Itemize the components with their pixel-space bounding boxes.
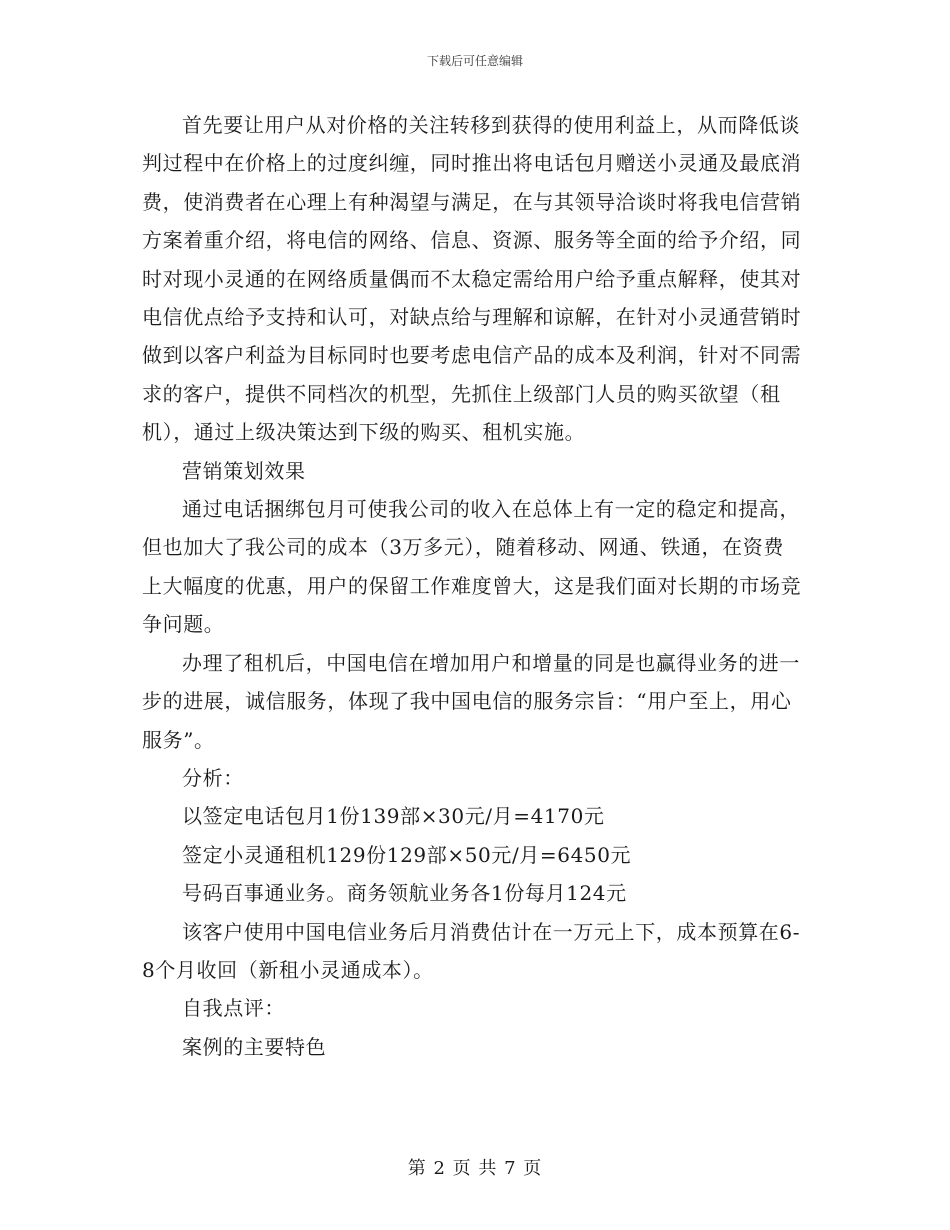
analysis-item-business: 号码百事通业务。商务领航业务各1份每月124元: [182, 881, 627, 906]
paragraph-rental: 办理了租机后，中国电信在增加用户和增量的同是也赢得业务的进一步的进展，诚信服务，体现了我中国电信的服务宗旨：“用户至上，用心服务”。: [142, 650, 800, 752]
heading-main-features: 案例的主要特色: [182, 1034, 327, 1059]
paragraph-strategy: 首先要让用户从对价格的关注转移到获得的使用利益上，从而降低谈判过程中在价格上的过度纠缠，同时推出将电话包月赠送小灵通及最底消费，使消费者在心理上有种渴望与满足，在与其领导洽谈时将我电信营销方案着重介绍，将电信的网络、信息、资源、服务等全面的给予介绍，同时对现小灵通的在网络质量偶而不太稳定需给用户给予重点解释，使其对电信优点给予支持和认可，对缺点给与理解和谅解，在针对小灵通营销时做到以客户利益为目标同时也要考虑电信产品的成本及利润，针对不同需求的客户，提供不同档次的机型，先抓住上级部门人员的购买欲望（租机），通过上级决策达到下级的购买、租机实施。: [142, 113, 802, 445]
page-number: 第 2 页 共 7 页: [407, 1158, 543, 1179]
heading-analysis: 分析：: [182, 765, 244, 790]
analysis-item-phone: 以签定电话包月1份139部×30元/月=4170元: [182, 804, 605, 829]
paragraph-revenue: 通过电话捆绑包月可使我公司的收入在总体上有一定的稳定和提高，但也加大了我公司的成本（3万多元），随着移动、网通、铁通，在资费上大幅度的优惠，用户的保留工作难度曾大，这是我们面对长期的市场竞争问题。: [142, 497, 802, 637]
paragraph-cost-estimate: 该客户使用中国电信业务后月消费估计在一万元上下，成本预算在6-8个月收回（新租小灵通成本）。: [142, 919, 801, 982]
analysis-item-phs: 签定小灵通租机129份129部×50元/月=6450元: [182, 842, 632, 867]
heading-marketing-effect: 营销策划效果: [182, 458, 306, 483]
heading-self-review: 自我点评：: [182, 996, 285, 1021]
document-body: [142, 106, 802, 1066]
page-header: 下载后可任意编辑: [426, 54, 523, 68]
